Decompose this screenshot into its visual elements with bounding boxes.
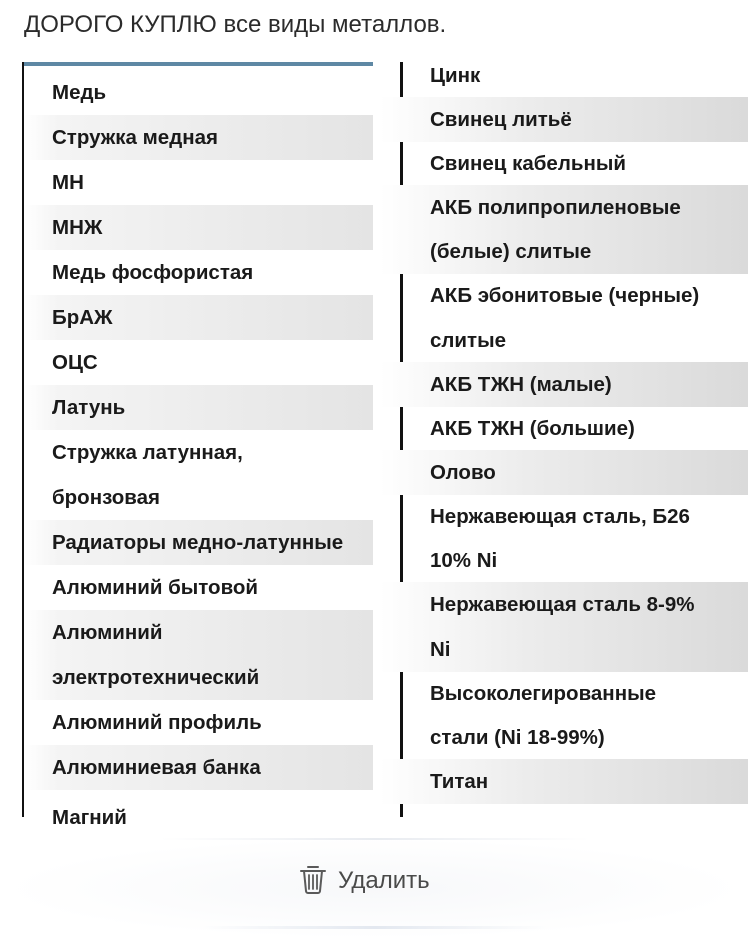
list-item: бронзовая	[52, 486, 160, 509]
list-item: Алюминиевая банка	[24, 745, 373, 790]
list-item: электротехнический	[24, 655, 373, 700]
list-item: Алюминий	[24, 610, 373, 655]
list-item: Алюминий профиль	[52, 711, 262, 734]
list-item: Олово	[380, 450, 748, 495]
delete-label: Удалить	[338, 867, 430, 894]
list-item: МН	[52, 171, 84, 194]
list-item: Высоколегированные	[430, 682, 656, 705]
list-item: Нержавеющая сталь, Б26	[430, 505, 690, 528]
list-item: МНЖ	[24, 205, 373, 250]
list-item: Латунь	[24, 385, 373, 430]
list-item: Нержавеющая сталь 8-9%	[380, 582, 748, 627]
list-item: Алюминий бытовой	[52, 576, 259, 599]
divider	[200, 926, 550, 929]
list-item: АКБ полипропиленовые	[380, 185, 748, 230]
list-item: АКБ ТЖН (малые)	[380, 362, 748, 407]
list-item: БрАЖ	[24, 295, 373, 340]
divider	[160, 838, 590, 840]
list-item: Медь фосфористая	[52, 261, 254, 284]
list-item: Ni	[380, 627, 748, 672]
list-item: Стружка медная	[24, 115, 373, 160]
list-item: Свинец литьё	[380, 97, 748, 142]
list-item: слитые	[430, 329, 506, 352]
list-item: 10% Ni	[430, 549, 498, 572]
list-item: ОЦС	[52, 351, 98, 374]
list-item: Свинец кабельный	[430, 152, 626, 175]
trash-icon	[298, 863, 328, 900]
list-item: Магний	[52, 806, 127, 829]
list-item: АКБ ТЖН (большие)	[430, 417, 635, 440]
list-item: Радиаторы медно-латунные	[24, 520, 373, 565]
delete-button[interactable]	[298, 864, 430, 898]
post-text: ДОРОГО КУПЛЮ все виды металлов.	[24, 11, 447, 38]
metal-list-right-image	[380, 62, 748, 817]
list-item: (белые) слитые	[380, 229, 748, 274]
list-item: Стружка латунная,	[52, 441, 243, 464]
list-item: стали (Ni 18-99%)	[430, 726, 605, 749]
list-item: АКБ эбонитовые (черные)	[430, 284, 700, 307]
list-item: Титан	[380, 759, 748, 804]
metal-list-left-image	[22, 62, 373, 829]
list-item: Цинк	[430, 64, 481, 87]
list-item: Медь	[52, 81, 107, 104]
